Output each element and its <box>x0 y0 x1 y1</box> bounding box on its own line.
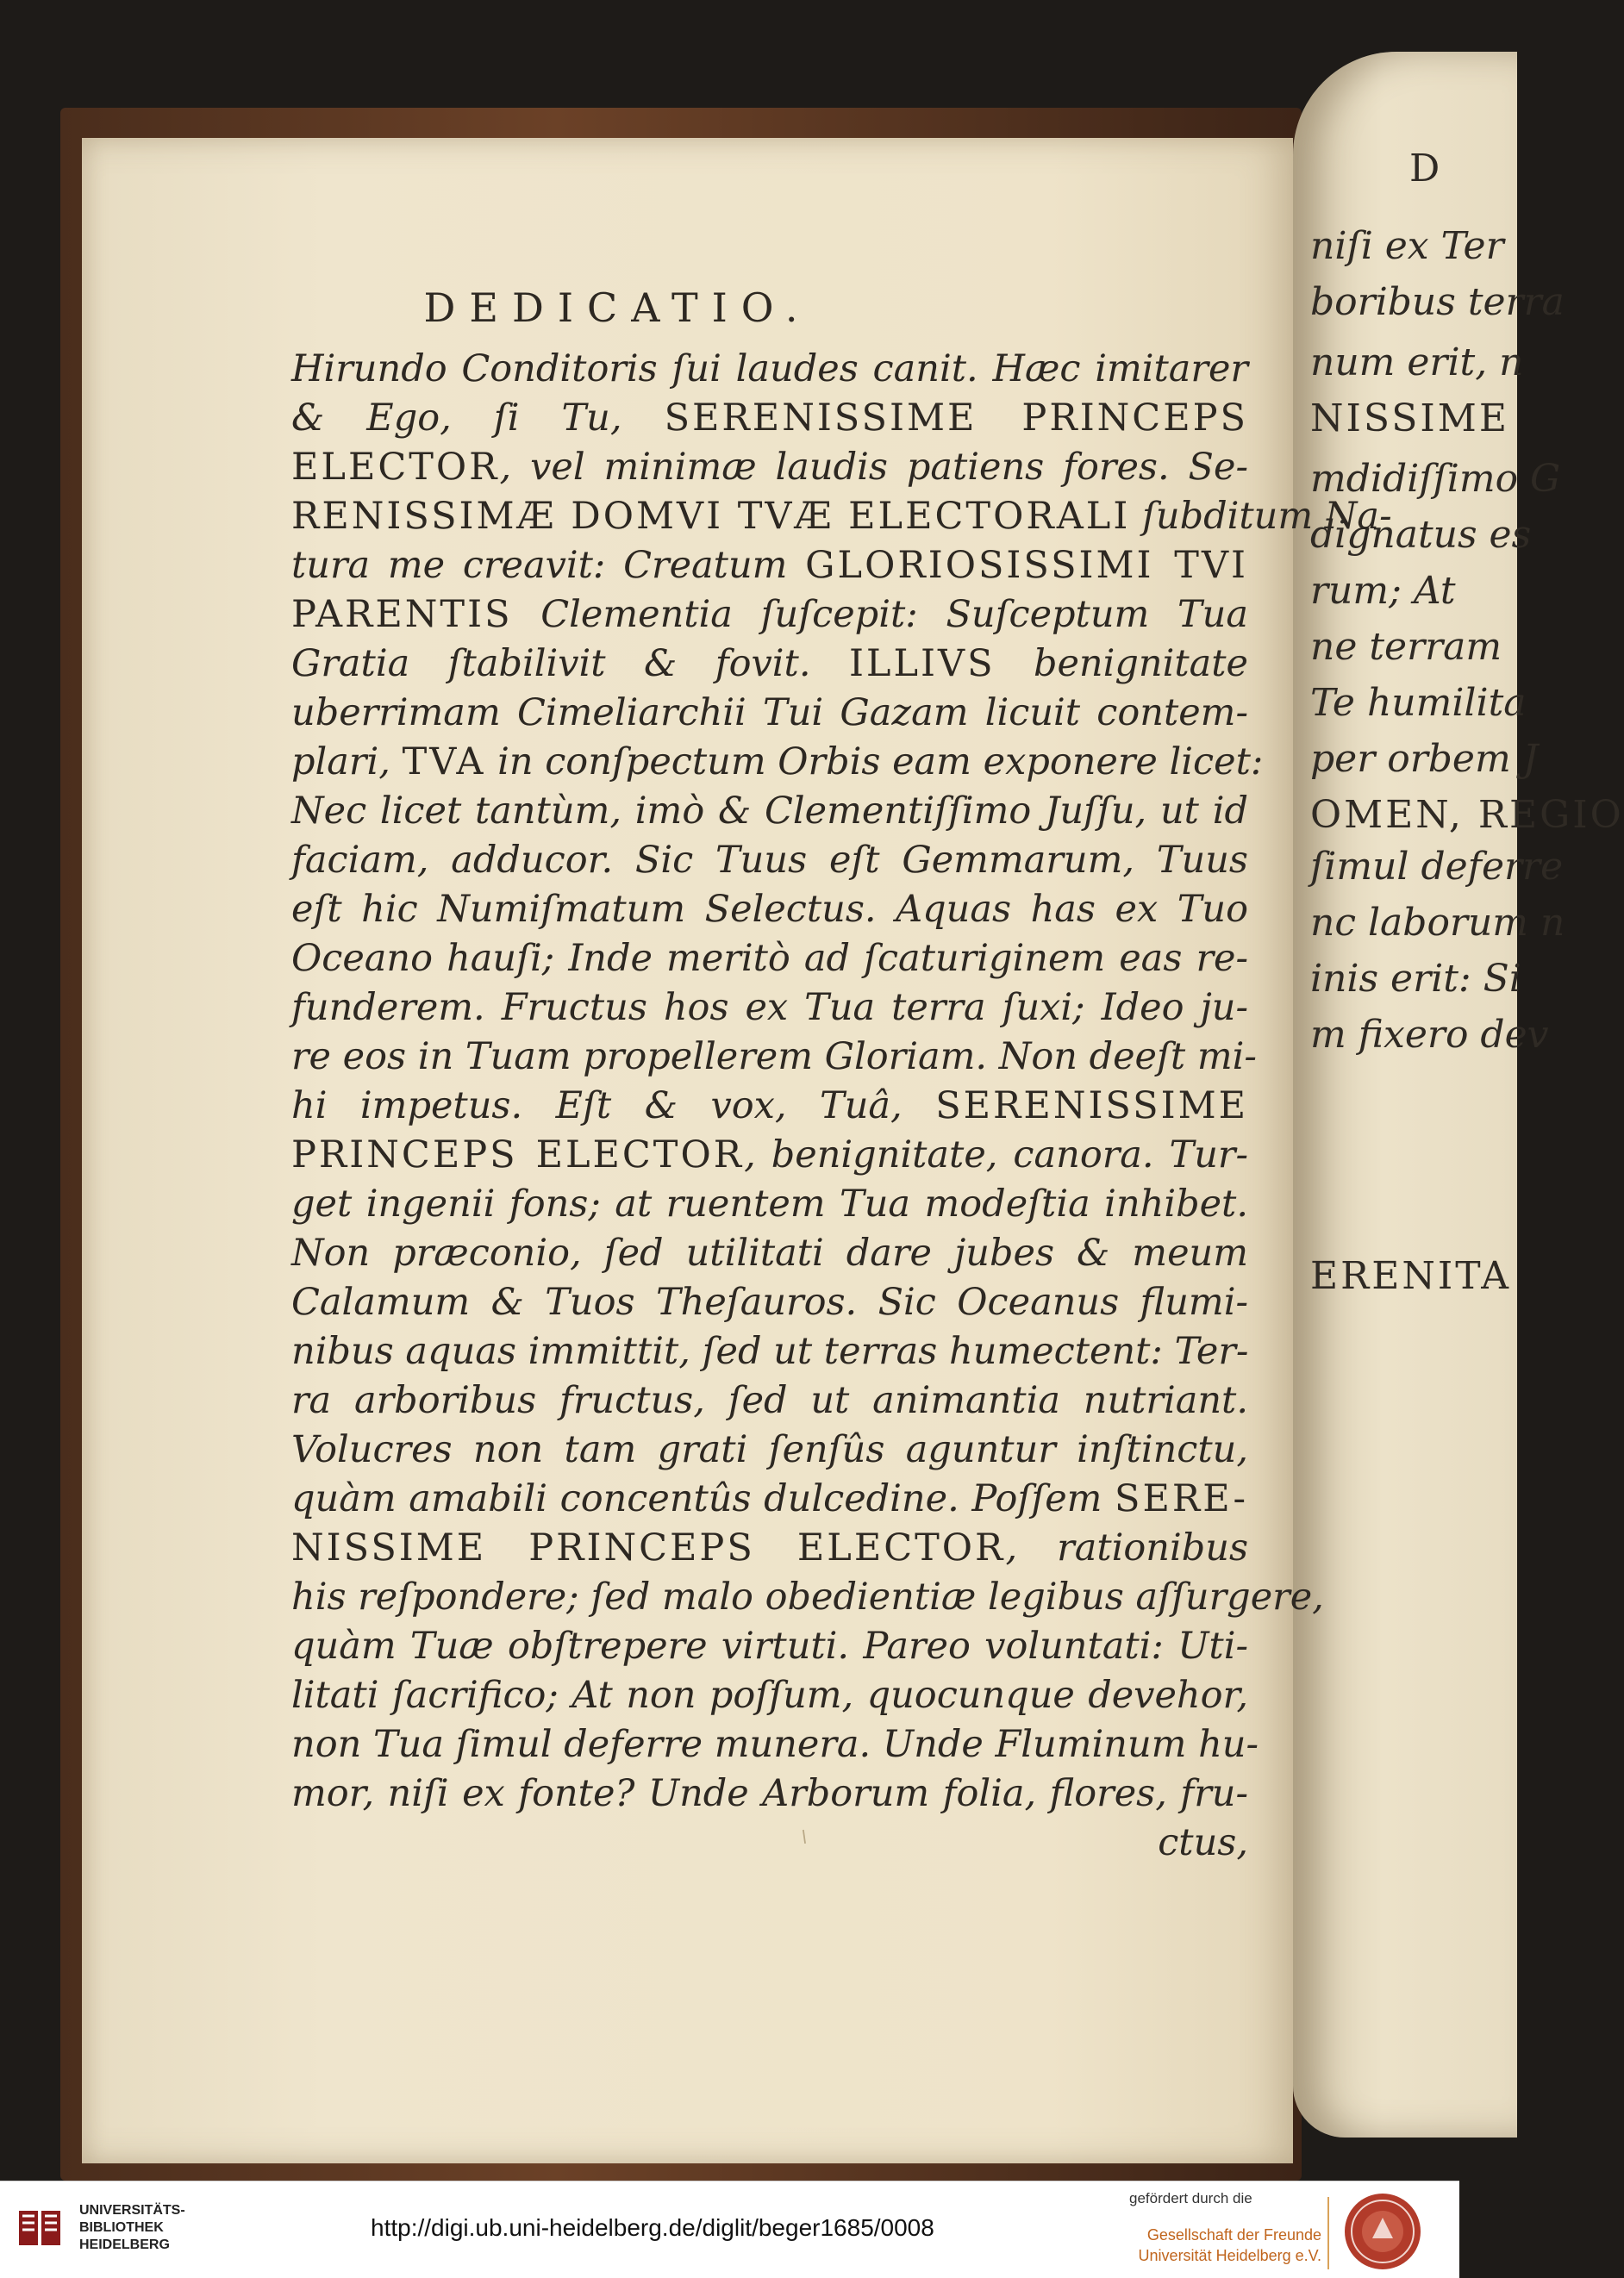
right-page-line: num erit, n <box>1310 340 1524 384</box>
sponsor-name[interactable]: Gesellschaft der Freunde Universität Heidelberg e.V. <box>1138 2226 1321 2264</box>
viewer-footer <box>0 2181 1459 2278</box>
text-segment: non Tua ſimul deferre munera. Unde Fluminum hu- <box>291 1723 1259 1766</box>
text-line <box>291 1033 1257 1082</box>
text-segment: his reſpondere; ſed malo obedientiæ legibus aſſurgere, <box>291 1576 1324 1619</box>
text-segment: benignitate <box>995 642 1248 685</box>
text-segment: Gratia ſtabilivit & fovit. <box>291 642 849 685</box>
page-pencil-mark: ǀ <box>800 1826 809 1850</box>
text-line <box>291 1720 1259 1769</box>
right-page-line: m fixero dev <box>1310 1013 1549 1057</box>
text-line <box>291 1475 1248 1524</box>
text-segment: Clementia ſuſcepit: Suſceptum Tua <box>512 593 1248 636</box>
text-line <box>291 885 1248 934</box>
right-page-line: OMEN, REGIO <box>1310 793 1624 837</box>
text-segment: hi impetus. Eſt & vox, Tuâ, <box>291 1084 936 1127</box>
text-line <box>291 934 1248 983</box>
text-line <box>291 1769 1248 1819</box>
right-page-line: NISSIME <box>1310 396 1509 440</box>
right-page-line: niſi ex Ter <box>1310 224 1504 268</box>
text-segment: Hirundo Conditoris ſui laudes canit. Hæc imitarer <box>291 347 1248 390</box>
text-line <box>291 345 1248 394</box>
text-segment: ctus, <box>1158 1821 1248 1864</box>
right-page-line: Te humilita <box>1310 681 1527 725</box>
text-segment: quàm Tuæ obſtrepere virtuti. Pareo voluntati: Uti- <box>291 1625 1248 1668</box>
university-library-logo-icon[interactable] <box>12 2200 67 2256</box>
text-segment: tura me creavit: Creatum <box>291 544 806 587</box>
text-line <box>291 1524 1248 1573</box>
text-line <box>291 1573 1324 1622</box>
text-segment: GLORIOSISSIMI TVI <box>805 544 1249 587</box>
text-segment: ſubditum Na- <box>1130 495 1392 538</box>
right-page-line: nc laborum n <box>1310 901 1565 945</box>
text-segment: , benignitate, canora. Tur- <box>744 1133 1248 1176</box>
right-page-line: rum; At <box>1310 569 1456 613</box>
text-segment: eſt hic Numiſmatum Selectus. Aquas has ex Tuo <box>291 888 1248 931</box>
text-line <box>291 1426 1248 1475</box>
text-segment: faciam, adducor. Sic Tuus eſt Gemmarum, Tuus <box>291 839 1248 882</box>
text-segment: NISSIME PRINCEPS ELECTOR <box>291 1526 1006 1570</box>
text-line <box>291 590 1248 640</box>
text-line <box>291 983 1248 1033</box>
document-url-link[interactable]: http://digi.ub.uni-heidelberg.de/diglit/beger1685/0008 <box>371 2214 934 2241</box>
text-segment: quàm amabili concentûs dulcedine. Poſſem <box>291 1477 1115 1520</box>
right-page-line: D <box>1409 147 1443 190</box>
text-line <box>291 541 1248 590</box>
text-segment: Oceano hauſi; Inde meritò ad ſcaturiginem eas re- <box>291 937 1248 980</box>
text-segment: re eos in Tuam propellerem Gloriam. Non deeſt mi- <box>291 1035 1257 1078</box>
text-segment: , vel minimæ laudis patiens fores. Se- <box>499 446 1248 489</box>
text-line <box>291 1180 1248 1229</box>
text-segment: SERENISSIME <box>935 1084 1248 1127</box>
university-library-name: UNIVERSITÄTS- BIBLIOTHEK HEIDELBERG <box>79 2203 185 2252</box>
text-segment: Calamum & Tuos Theſauros. Sic Oceanus flumi- <box>291 1281 1248 1324</box>
text-segment: Volucres non tam grati ſenſûs aguntur inſtinctu, <box>291 1428 1248 1471</box>
text-line <box>291 1622 1248 1671</box>
text-segment: ra arboribus fructus, ſed ut animantia nutriant. <box>291 1379 1248 1422</box>
text-segment: PRINCEPS ELECTOR <box>291 1133 745 1176</box>
text-segment: TVA <box>402 740 486 783</box>
sponsor-label: gefördert durch die <box>1129 2190 1252 2206</box>
text-line <box>291 787 1248 836</box>
text-line <box>291 1229 1248 1278</box>
text-segment: litati ſacrifico; At non poſſum, quocunque devehor, <box>291 1674 1248 1717</box>
text-line <box>291 689 1248 738</box>
text-segment: uberrimam Cimeliarchii Tui Gazam licuit contem- <box>291 691 1248 734</box>
text-line <box>291 443 1248 492</box>
sponsor-divider <box>1327 2197 1329 2269</box>
right-page-line: dignatus es <box>1310 513 1532 557</box>
right-page-line: inis erit: Si <box>1310 957 1521 1001</box>
text-segment: , rationibus <box>1005 1526 1249 1570</box>
text-segment: plari, <box>291 740 403 783</box>
text-line <box>291 836 1248 885</box>
text-segment: Nec licet tantùm, imò & Clementiſſimo Juſſu, ut id <box>291 789 1248 833</box>
text-line <box>291 1327 1248 1376</box>
text-segment: get ingenii fons; at ruentem Tua modeſtia inhibet. <box>291 1183 1248 1226</box>
right-page-line: boribus terra <box>1310 280 1565 324</box>
text-segment: funderem. Fructus hos ex Tua terra ſuxi; Ideo ju- <box>291 986 1248 1029</box>
page-heading: DEDICATIO. <box>423 284 812 331</box>
text-segment: ELECTOR <box>291 446 500 489</box>
text-segment: SERE- <box>1115 1477 1248 1520</box>
right-page-line: ERENITA <box>1310 1254 1511 1298</box>
text-segment: PARENTIS <box>291 593 513 636</box>
book-page-right <box>1293 52 1624 2138</box>
text-line <box>291 640 1248 689</box>
right-page-line: per orbem J <box>1310 737 1539 781</box>
text-line <box>291 1819 1248 1868</box>
right-page-line: ſimul deferre <box>1310 845 1564 889</box>
text-segment: SERENISSIME PRINCEPS <box>664 396 1248 440</box>
right-page-line: ne terram <box>1310 625 1502 669</box>
university-seal-icon <box>1343 2192 1422 2271</box>
text-line <box>291 1082 1248 1131</box>
text-segment: mor, niſi ex fonte? Unde Arborum folia, flores, fru- <box>291 1772 1248 1815</box>
text-segment: & Ego, ſi Tu, <box>291 396 665 440</box>
text-segment: in conſpectum Orbis eam exponere licet: <box>485 740 1264 783</box>
text-segment: ILLIVS <box>848 642 996 685</box>
right-page-line: mdidiſſimo G <box>1310 457 1561 501</box>
text-line <box>291 492 1392 541</box>
text-segment: RENISSIMÆ DOMVI TVÆ ELECTORALI <box>291 495 1131 538</box>
text-line <box>291 1131 1248 1180</box>
text-line <box>291 1376 1248 1426</box>
text-line <box>291 1278 1248 1327</box>
text-line <box>291 738 1264 787</box>
text-segment: nibus aquas immittit, ſed ut terras humectent: Ter- <box>291 1330 1249 1373</box>
text-segment: Non præconio, ſed utilitati dare jubes & meum <box>291 1232 1248 1275</box>
text-line <box>291 1671 1248 1720</box>
text-line <box>291 394 1248 443</box>
